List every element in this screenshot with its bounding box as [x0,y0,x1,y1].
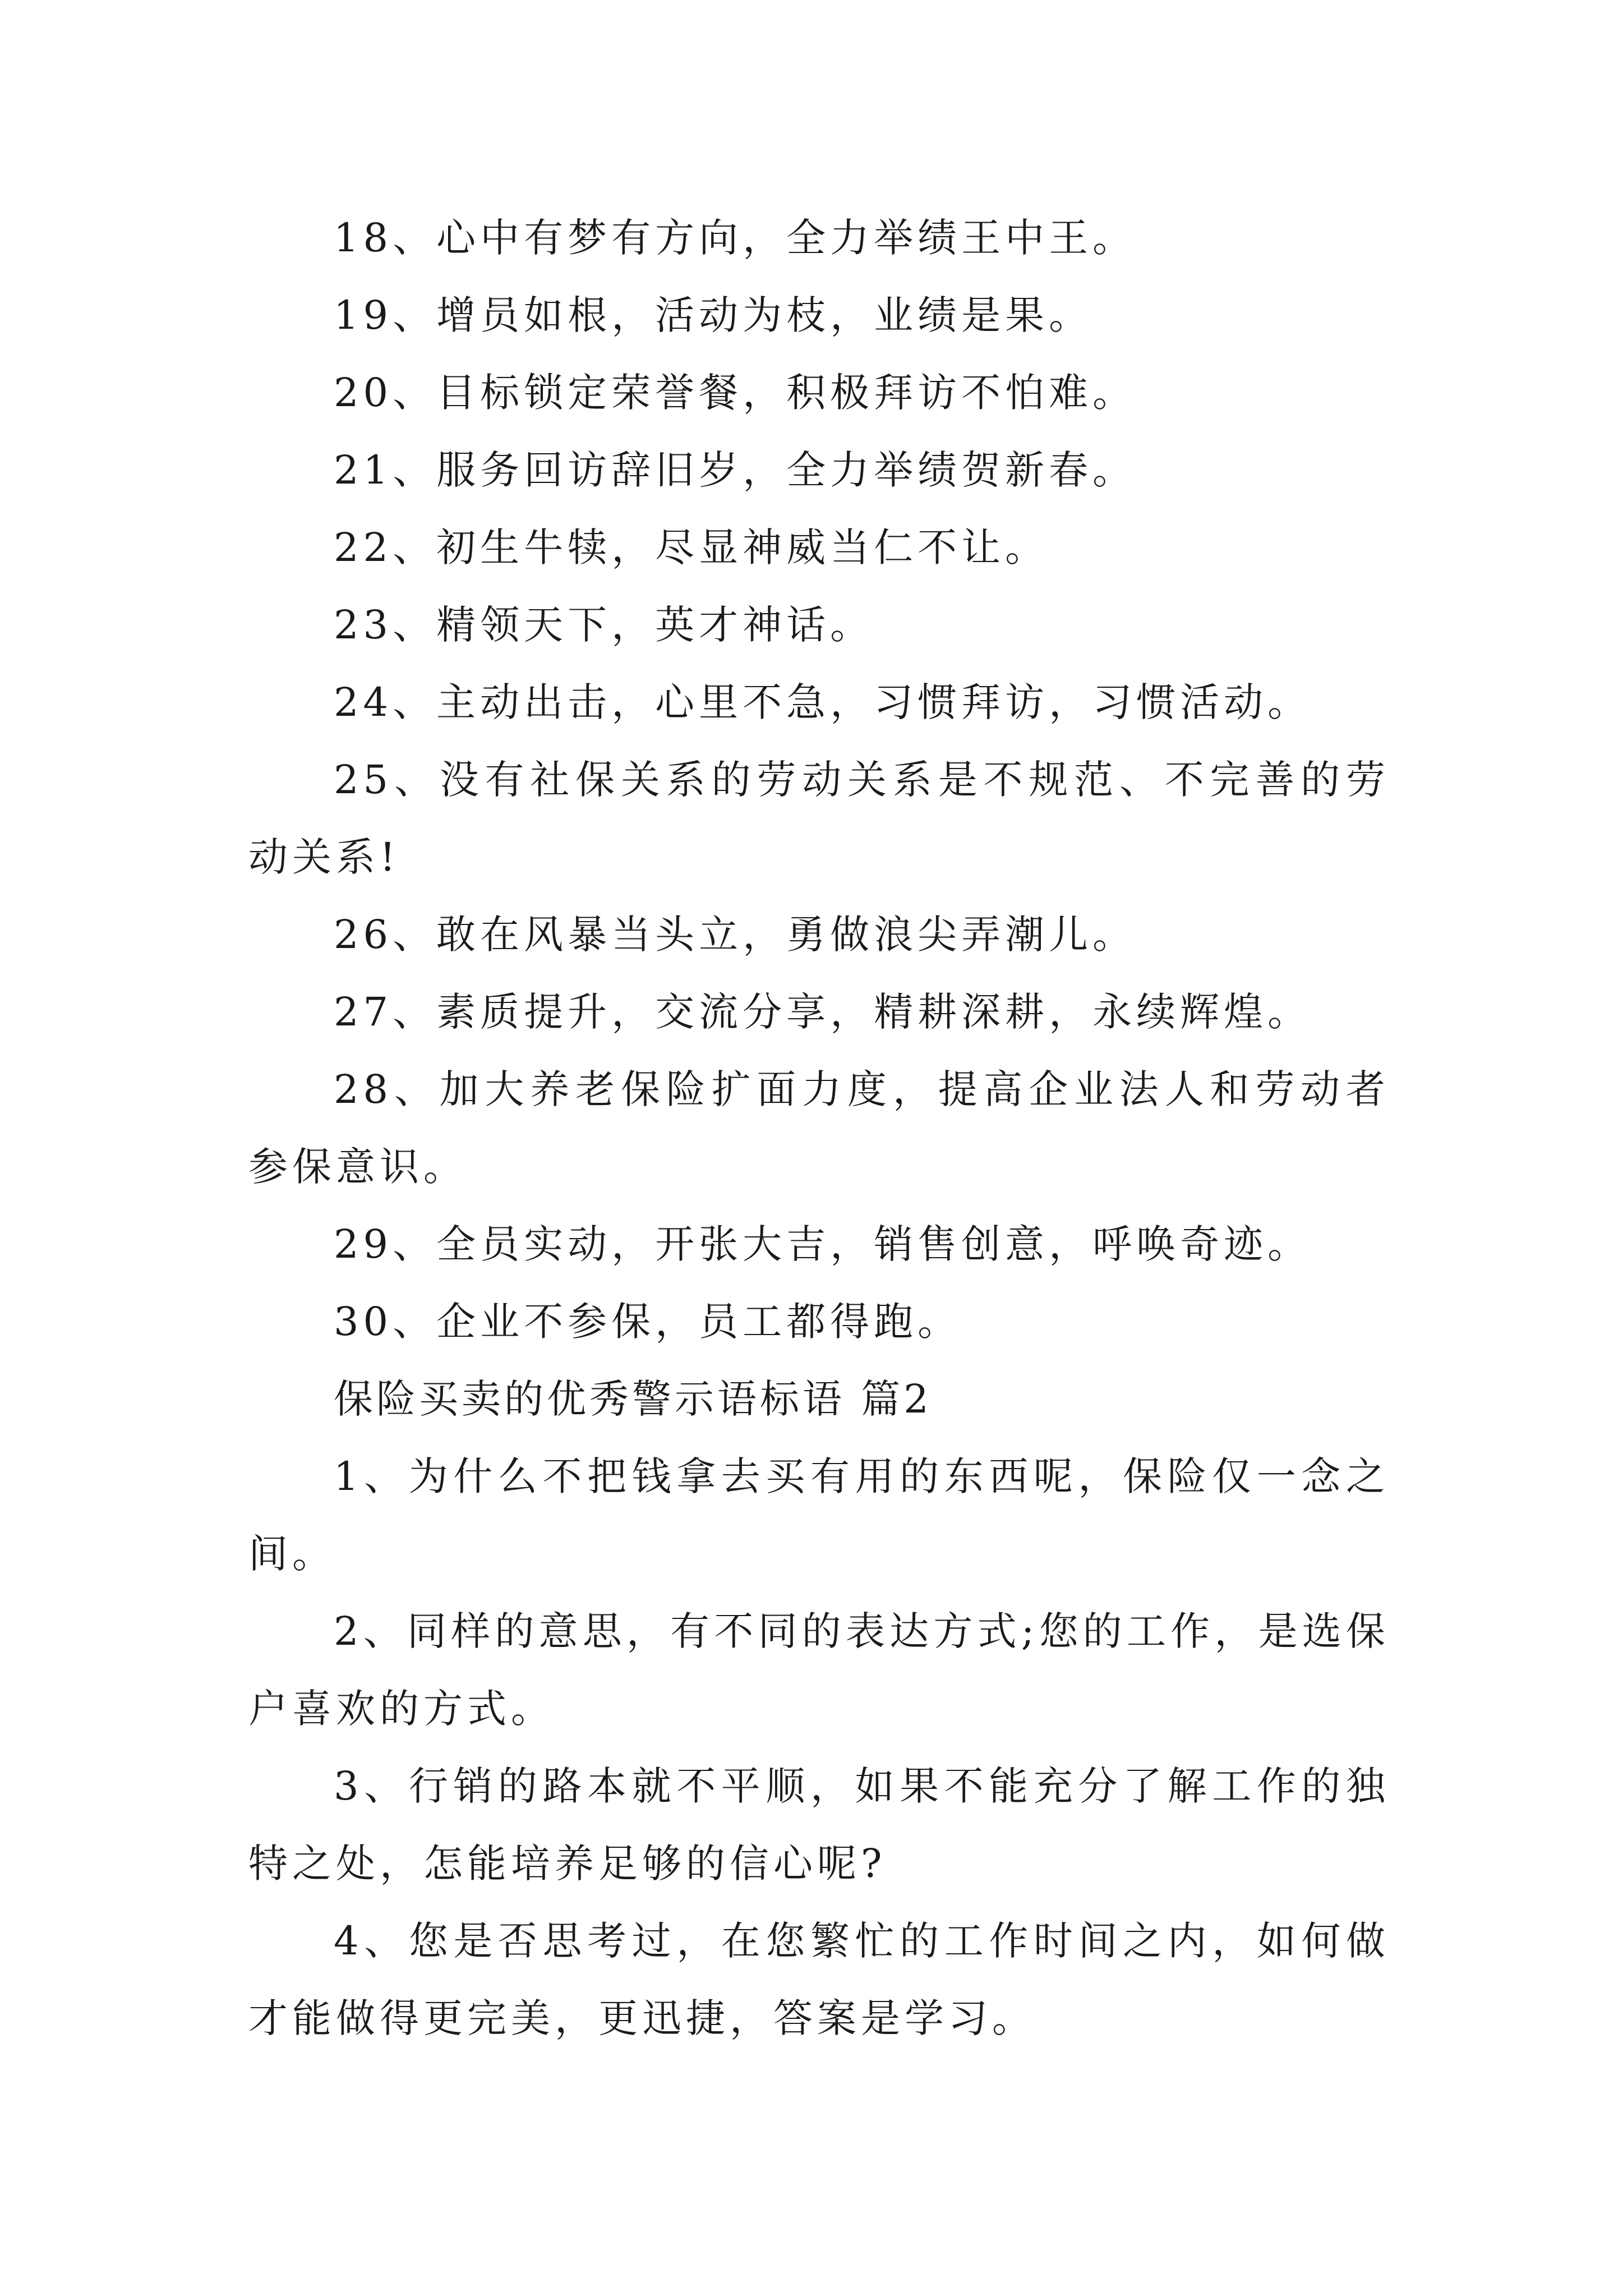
section-heading: 保险买卖的优秀警示语标语 篇2 [334,1376,932,1422]
list-item-27: 27、素质提升，交流分享，精耕深耕，永续辉煌。 [334,989,1312,1035]
list-item-18: 18、心中有梦有方向，全力举绩王中王。 [334,215,1137,261]
list-item-2: 2、同样的意思，有不同的表达方式;您的工作，是选保户喜欢的方式。 [248,1608,1390,1732]
list-item-29: 29、全员实动，开张大吉，销售创意，呼唤奇迹。 [334,1221,1312,1267]
list-item-4: 4、您是否思考过，在您繁忙的工作时间之内，如何做才能做得更完美，更迅捷，答案是学习。 [248,1918,1390,2041]
list-item-21: 21、服务回访辞旧岁，全力举绩贺新春。 [334,447,1137,493]
document-body [248,199,1390,2057]
list-item-23: 23、精领天下，英才神话。 [334,602,874,648]
list-item-26: 26、敢在风暴当头立，勇做浪尖弄潮儿。 [334,912,1137,958]
list-item-20: 20、目标锁定荣誉餐，积极拜访不怕难。 [334,370,1137,416]
list-item-24: 24、主动出击，心里不急，习惯拜访，习惯活动。 [334,679,1312,725]
list-item-19: 19、增员如根，活动为枝，业绩是果。 [334,292,1093,338]
list-item-25: 25、没有社保关系的劳动关系是不规范、不完善的劳动关系! [248,757,1390,880]
list-item-28: 28、加大养老保险扩面力度，提高企业法人和劳动者参保意识。 [248,1066,1390,1190]
list-item-30: 30、企业不参保，员工都得跑。 [334,1299,962,1345]
list-item-1: 1、为什么不把钱拿去买有用的东西呢，保险仅一念之间。 [248,1453,1390,1577]
list-item-22: 22、初生牛犊，尽显神威当仁不让。 [334,524,1049,570]
list-item-3: 3、行销的路本就不平顺，如果不能充分了解工作的独特之处，怎能培养足够的信心呢? [248,1763,1390,1887]
